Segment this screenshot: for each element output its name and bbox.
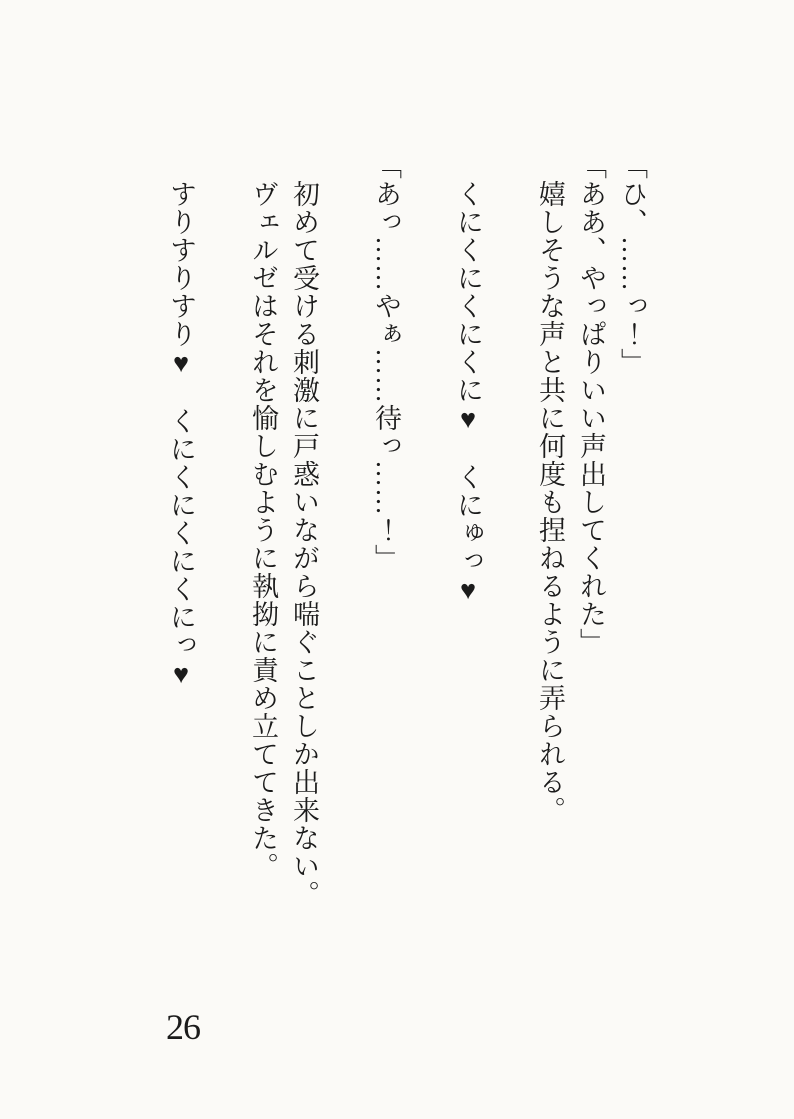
vertical-text-block bbox=[160, 152, 652, 954]
dialogue-line: 「ひ、……っ！」 bbox=[617, 152, 647, 376]
page-number: 26 bbox=[166, 1007, 200, 1047]
narration-line: 初めて受ける刺激に戸惑いながら喘ぐことしか出来ない。 bbox=[289, 152, 319, 908]
dialogue-line: 「あっ……やぁ……待っ……！」 bbox=[371, 152, 401, 572]
narration-line: 嬉しそうな声と共に何度も捏ねるように弄られる。 bbox=[535, 152, 565, 824]
blank-line bbox=[488, 152, 529, 954]
blank-line bbox=[324, 152, 365, 954]
blank-line bbox=[201, 152, 242, 954]
sfx-line: くにくにくにくに♥ くにゅっ♥ bbox=[453, 152, 483, 606]
narration-line: ヴェルゼはそれを愉しむように執拗に責め立ててきた。 bbox=[248, 152, 278, 880]
sfx-line: すりすりすり♥ くにくにくにくにっ♥ bbox=[166, 152, 196, 690]
blank-line bbox=[406, 152, 447, 954]
dialogue-line: 「ああ、やっぱりいい声出してくれた」 bbox=[576, 152, 606, 656]
